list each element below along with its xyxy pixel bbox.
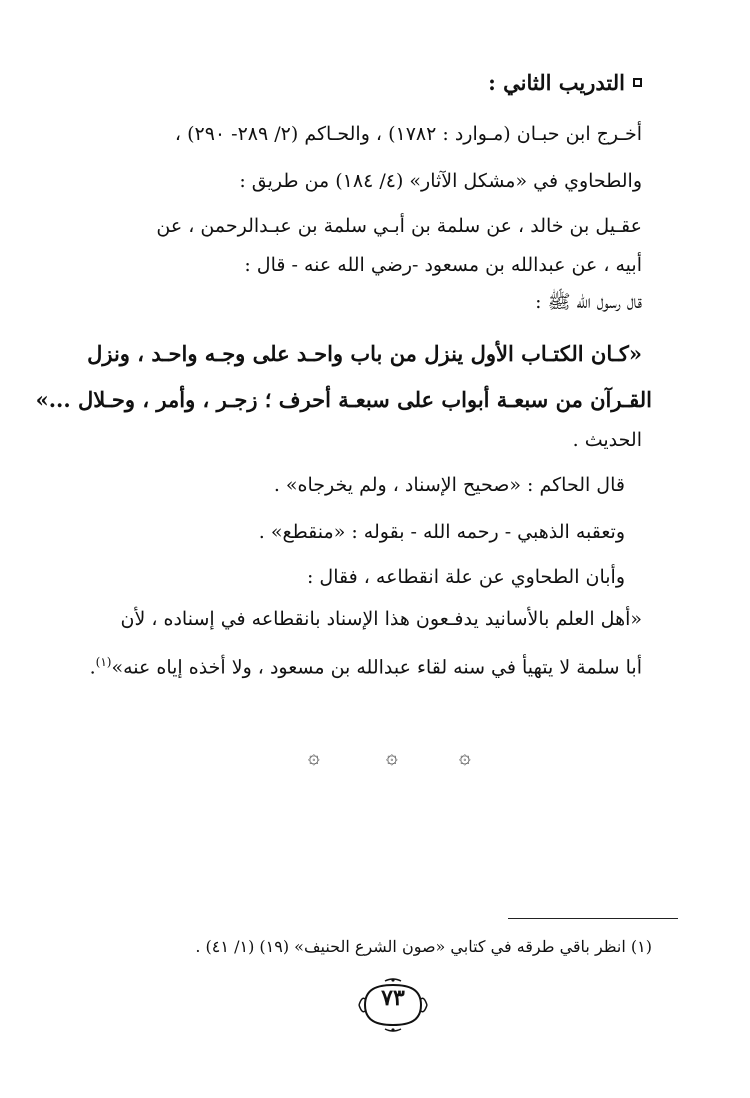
text-line: عقـيل بن خالد ، عن سلمة بن أبـي سلمة بن عبـدالرحمن ، عن bbox=[156, 215, 642, 237]
separator-star-icon: ۞ bbox=[308, 744, 320, 768]
text-line: وتعقبه الذهبي - رحمه الله - بقوله : «منقطع» . bbox=[258, 521, 625, 543]
page-number: ٧٣ bbox=[381, 985, 405, 1011]
text-line: أبيه ، عن عبدالله بن مسعود -رضي الله عنه - قال : bbox=[244, 254, 642, 276]
line-period: . bbox=[89, 656, 96, 679]
square-bullet-icon bbox=[633, 78, 642, 87]
text-line: الحديث . bbox=[572, 429, 642, 451]
text-line: أخـرج ابن حبـان (مـوارد : ١٧٨٢) ، والحـاكم (٢/ ٢٨٩- ٢٩٠) ، bbox=[174, 123, 642, 145]
text-line: والطحاوي في «مشكل الآثار» (٤/ ١٨٤) من طريق : bbox=[239, 170, 642, 192]
separator-star-icon: ۞ bbox=[386, 744, 398, 768]
text-line-content: أبا سلمة لا يتهيأ في سنه لقاء عبدالله بن مسعود ، ولا أخذه إياه عنه» bbox=[111, 656, 642, 679]
footnote-divider bbox=[508, 918, 678, 919]
separator-star-icon: ۞ bbox=[459, 744, 471, 768]
text-line: قال رسول الله ﷺ : bbox=[535, 291, 642, 313]
hadith-text-line: القـرآن من سبعـة أبواب على سبعـة أحرف ؛ زجـر ، وأمر ، وحـلال ...» bbox=[35, 387, 652, 412]
text-line bbox=[90, 648, 642, 681]
hadith-text-line: «كـان الكتـاب الأول ينزل من باب واحـد على وجـه واحـد ، ونزل bbox=[87, 341, 642, 366]
section-separator bbox=[0, 744, 750, 768]
section-heading bbox=[488, 70, 642, 95]
footnote-marker: (١) bbox=[95, 655, 112, 669]
text-line: قال الحاكم : «صحيح الإسناد ، ولم يخرجاه» . bbox=[273, 474, 625, 496]
footnote: (١) انظر باقي طرقه في كتابي «صون الشرع الحنيف» (١٩) (١/ ٤١) . bbox=[195, 937, 652, 956]
text-line: «أهل العلم بالأسانيد يدفـعون هذا الإسناد بانقطاعه في إسناده ، لأن bbox=[120, 608, 642, 630]
heading-text: التدريب الثاني : bbox=[488, 70, 625, 95]
text-line: وأبان الطحاوي عن علة انقطاعه ، فقال : bbox=[306, 566, 625, 588]
